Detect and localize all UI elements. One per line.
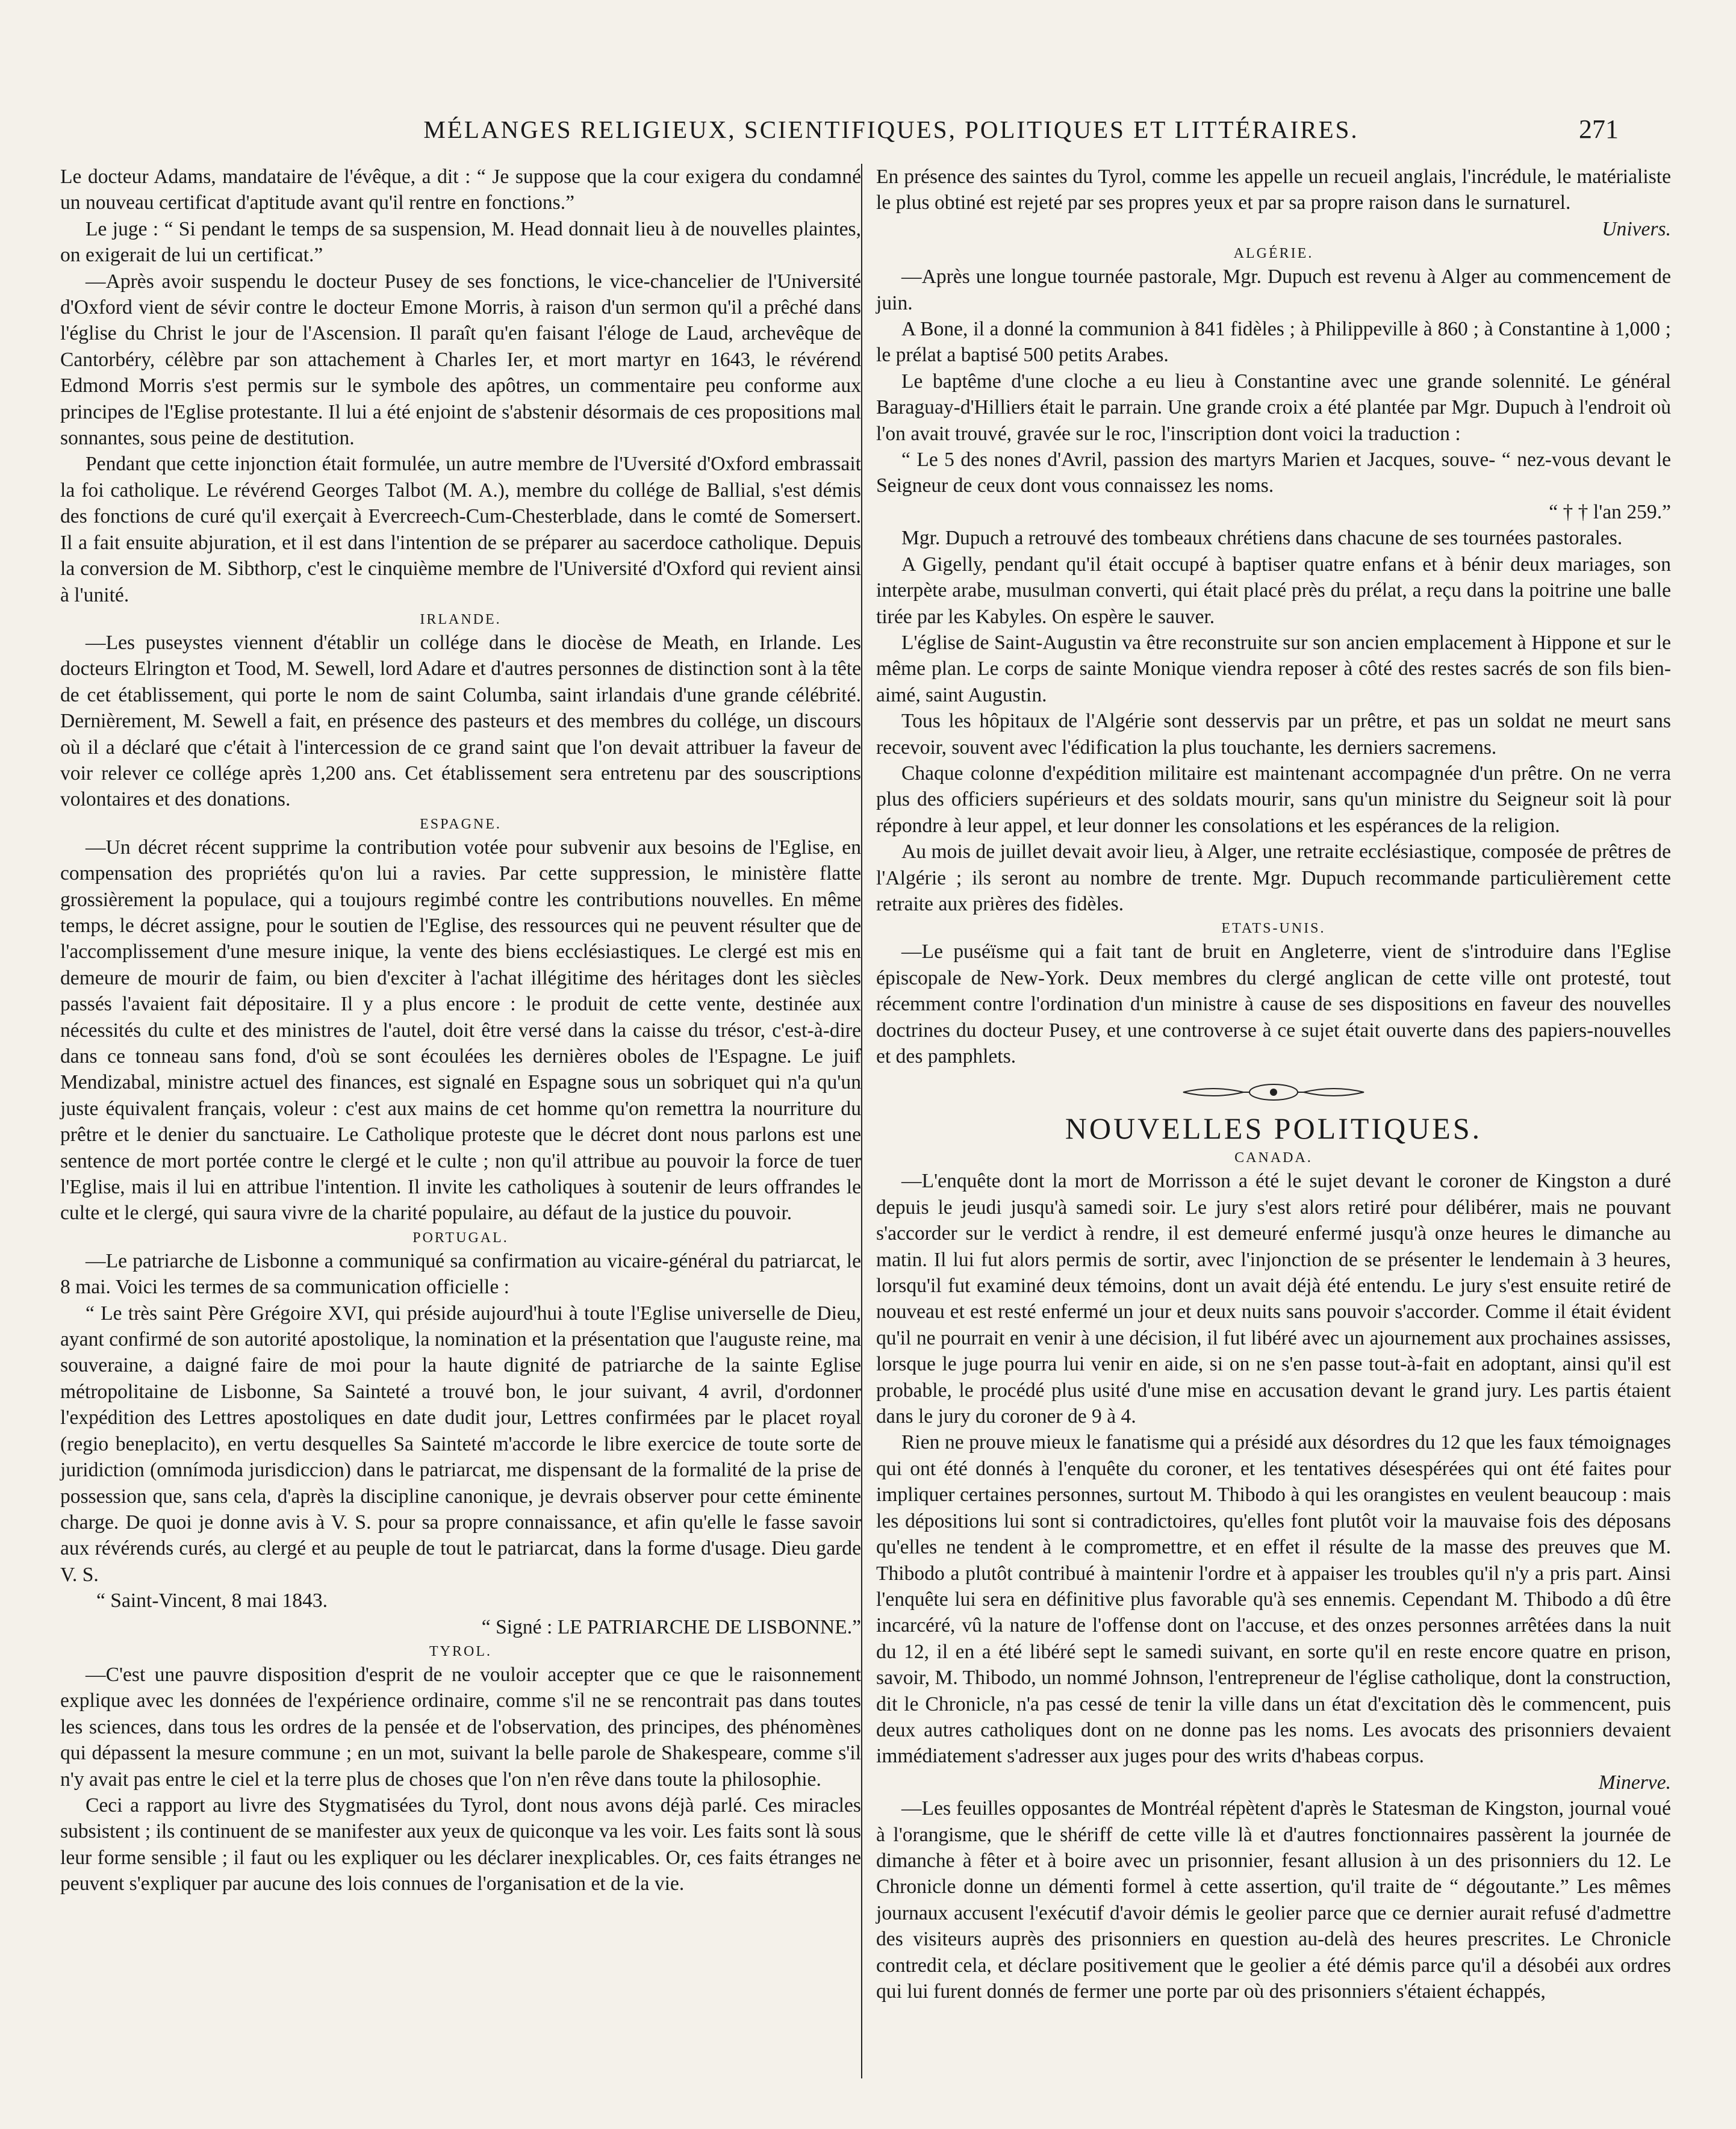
- inscription-date: “ † † l'an 259.”: [1549, 500, 1671, 523]
- paragraph: —L'enquête dont la mort de Morrisson a été le sujet devant le coroner de Kingston a duré depuis le jeudi jusqu'à samedi soir. Le jury s'est alors retiré pour délibérer, mais ne pouvant s'accorder sur le verdict à rendre, il est demeuré enfermé jusqu'à onze heures le dimanche au matin. Il lui fut alors permis de sortir, avec l'injonction de se présenter le lendemain à 3 heures, lorsqu'il fut examiné deux témoins, dont un avait déjà été entendu. Le jury s'est ensuite retiré de nouveau et est resté enfermé un jour et deux nuits sans pouvoir s'accorder. Comme il était évident qu'il ne pourrait en venir à une décision, il fut libéré avec un ajournement aux prochaines assisses, lorsque le juge pourra lui venir en aide, si on ne s'en passe tout-à-fait en adoptant, ainsi qu'il est probable, le procédé plus usité d'une mise en accusation devant le grand jury. Les partis étaient dans le jury du coroner de 9 à 4.: [876, 1170, 1671, 1428]
- section-heading-portugal: PORTUGAL.: [412, 1229, 509, 1246]
- paragraph: —Les puseystes viennent d'établir un collége dans le diocèse de Meath, en Irlande. Les docteurs Elrington et Tood, M. Sewell, lord Adare et d'autres personnes de distinction sont à la tête de cet établissement, qui porte le nom de saint Columba, saint irlandais d'une grande célébrité. Dernièrement, M. Sewell a fait, en présence des pasteurs et des membres du collége, un discours où il a déclaré que c'était à l'intercession de ce grand saint que l'on devait attribuer la faveur de voir relever ce collége après 1,200 ans. Cet établissement sera entretenu par des souscriptions volontaires et des donations.: [60, 631, 861, 811]
- paragraph: Tous les hôpitaux de l'Algérie sont desservis par un prêtre, et pas un soldat ne meurt sans recevoir, souvent avec l'édification la plus touchante, les derniers sacremens.: [876, 710, 1671, 759]
- paragraph: Rien ne prouve mieux le fanatisme qui a présidé aux désordres du 12 que les faux témoignages qui ont été donnés à l'enquête du coroner, et les tentatives désespérées qui ont été faites pour impliquer certaines personnes, surtout M. Thibodo à qui les orangistes en veulent beaucoup : mais les dépositions lui sont si contradictoires, qu'elles font plutôt voir la mauvaise fois des déposans qu'elles ne tendent à le compromettre, et en effet il résulte de la masse des preuves que M. Thibodo a plutôt contribué à maintenir l'ordre et à appaiser les troubles qu'il n'y a pris part. Ainsi l'enquête lui sera en définitive plus favorable qu'à ses ennemis. Cependant M. Thibodo a dû être incarcéré, vû la nature de l'offense dont on l'accuse, et des onzes personnes arrêtées dans la nuit du 12, il en a été libéré sept le samedi suivant, en sorte qu'il en reste encore quatre en prison, savoir, M. Thibodo, un nommé Johnson, l'entrepreneur de l'église catholique, dont la construction, dit le Chronicle, n'a pas cessé de tenir la ville dans un état d'excitation dès le commencent, puis deux autres catholiques dont on ne donne pas les noms. Les avocats des prisonniers devaient immédiatement s'adresser aux juges pour des writs d'habeas corpus.: [876, 1431, 1671, 1768]
- left-column: [60, 164, 861, 1897]
- paragraph: A Gigelly, pendant qu'il était occupé à baptiser quatre enfans et à bénir deux mariages, son interpète arabe, musulman converti, qui était placé près du prélat, a reçu dans la poitrine une balle tirée par les Kabyles. On espère le sauver.: [876, 553, 1671, 628]
- ornament-divider: [876, 1080, 1671, 1107]
- paragraph: Le juge : “ Si pendant le temps de sa suspension, M. Head donnait lieu à de nouvelles plaintes, on exigerait de lui un certificat.”: [60, 217, 861, 267]
- paragraph: Au mois de juillet devait avoir lieu, à Alger, une retraite ecclésiastique, composée de prêtres de l'Algérie ; ils seront au nombre de trente. Mgr. Dupuch recommande particulièrement cette retraite aux prières des fidèles.: [876, 841, 1671, 915]
- paragraph: Pendant que cette injonction était formulée, un autre membre de l'Uversité d'Oxford embrassait la foi catholique. Le révérend Georges Talbot (M. A.), membre du collége de Ballial, s'est démis des fonctions de curé qu'il exerçait à Evercreech-Cum-Chesterblade, dans le comté de Somersert. Il a fait ensuite abjuration, et il est dans l'intention de se préparer au sacerdoce catholique. Depuis la conversion de M. Sibthorp, c'est le cinquième membre de l'Université d'Oxford qui revient ainsi à l'unité.: [60, 453, 861, 606]
- section-heading-irlande: IRLANDE.: [420, 611, 502, 627]
- paragraph: A Bone, il a donné la communion à 841 fidèles ; à Philippeville à 860 ; à Constantine à 1,000 ; le prélat a baptisé 500 petits Arabes.: [876, 318, 1671, 367]
- paragraph: —Après une longue tournée pastorale, Mgr. Dupuch est revenu à Alger au commencement de juin.: [876, 266, 1671, 314]
- section-heading-tyrol: TYROL.: [429, 1643, 492, 1659]
- paragraph: Le baptême d'une cloche a eu lieu à Constantine avec une grande solennité. Le général Baraguay-d'Hilliers était le parrain. Une grande croix a été plantée par Mgr. Dupuch à l'endroit où l'on avait trouvé, gravée sur le roc, l'inscription dont voici la traduction :: [876, 370, 1671, 445]
- paragraph: —Le patriarche de Lisbonne a communiqué sa confirmation au vicaire-général du patriarcat, le 8 mai. Voici les termes de sa communication officielle :: [60, 1249, 861, 1299]
- section-heading-espagne: ESPAGNE.: [420, 816, 502, 832]
- quoted-letter: “ Le très saint Père Grégoire XVI, qui préside aujourd'hui à toute l'Eglise universelle de Dieu, ayant confirmé de son autorité apostolique, la nomination et la présentation que l'auguste reine, ma souveraine, a daigné faire de moi pour la haute dignité de patriarche de la sainte Eglise métropolitaine de Lisbonne, Sa Sainteté a trouvé bon, le jour suivant, 4 avril, d'ordonner l'expédition des Lettres apostoliques en date dudit jour, Lettres confirmées par le placet royal (regio beneplacito), en vertu desquelles Sa Sainteté m'accorde le libre exercice de toute sorte de juridiction (omnímoda jurisdiccion) dans le patriarcat, me dispensant de la formalité de la prise de possession que, sans cela, d'après la discipline canonique, je devrais observer pour cette éminente charge. De quoi je donne avis à V. S. pour sa propre connaissance, et afin qu'elle le fasse savoir aux révérends curés, au clergé et au peuple de tout le patriarcat, dans la forme d'usage. Dieu garde V. S.: [60, 1302, 861, 1586]
- paragraph: Mgr. Dupuch a retrouvé des tombeaux chrétiens dans chacune de ses tournées pastorales.: [901, 527, 1623, 550]
- paragraph: —Le puséïsme qui a fait tant de bruit en Angleterre, vient de s'introduire dans l'Eglise épiscopale de New-York. Deux membres du clergé anglican de cette ville ont protesté, tout récemment contre l'ordination d'un ministre à cause de ses dispositions en faveur des nouvelles doctrines du docteur Pusey, et une controverse à ce sujet était ouverte dans des papiers-nouvelles et des pamphlets.: [876, 940, 1671, 1068]
- section-heading-algerie: ALGÉRIE.: [1233, 246, 1314, 262]
- paragraph: —C'est une pauvre disposition d'esprit de ne vouloir accepter que ce que le raisonnement explique avec les données de l'expérience ordinaire, comme s'il ne se rencontrait pas dans toutes les sciences, dans tous les ordres de la pensée et de l'observation, des principes, des phénomènes qui dépassent la mesure commune ; en un mot, suivant la belle parole de Shakespeare, comme s'il n'y avait pas entre le ciel et la terre plus de choses que l'on n'en rêve dans toute la philosophie.: [60, 1663, 861, 1791]
- source-signature: Univers.: [1602, 217, 1671, 240]
- paragraph: Le docteur Adams, mandataire de l'évêque, a dit : “ Je suppose que la cour exigera du condamné un nouveau certificat d'aptitude avant qu'il rentre en fonctions.”: [60, 166, 861, 214]
- running-head: [0, 108, 1736, 151]
- paragraph: —Un décret récent supprime la contribution votée pour subvenir aux besoins de l'Eglise, en compensation des propriétés qu'on lui a ravies. Par cette suppression, le ministère flatte grossièrement la populace, qui a toujours regimbé contre les contributions nouvelles. En même temps, le décret assigne, pour le soutien de l'Eglise, des ressources qui ne peuvent résulter que de l'accomplissement d'une mesure inique, la vente des biens ecclésiastiques. Le clergé est mis en demeure de mourir de faim, ou bien d'exciter à l'achat illégitime des héritages dont les siècles passés l'avaient fait dépositaire. Il y a plus encore : le produit de cette vente, destinée aux nécessités du culte et des ministres de l'autel, doit être versé dans la caisse du trésor, c'est-à-dire dans ce tonneau sans fond, d'où se sont écoulées les dernières oboles de l'Espagne. Le juif Mendizabal, ministre actuel des finances, est signalé en Espagne sous un sobriquet qui n'a qu'un juste équivalent français, voleur : c'est aux mains de cet homme qu'on remettra la nourriture du prêtre et le denier du sanctuaire. Le Catholique proteste que le décret dont nous parlons est une sentence de mort portée contre le clergé et le culte ; non qu'il attribue au pouvoir la force de tuer l'Eglise, mais il lui en attribue l'intention. Il invite les catholiques à soutenir de leurs offrandes le culte et le clergé, qui saura vivre de la charité populaire, au défaut de la justice du pouvoir.: [60, 836, 861, 1225]
- paragraph: Chaque colonne d'expédition militaire est maintenant accompagnée d'un prêtre. On ne verra plus des officiers supérieurs et des soldats mourir, sans qu'un ministre du Seigneur soit là pour répondre à leur appel, et leur donner les consolations et les espérances de la religion.: [876, 762, 1671, 837]
- quoted-date: “ Saint-Vincent, 8 mai 1843.: [96, 1590, 328, 1612]
- paragraph: —Après avoir suspendu le docteur Pusey de ses fonctions, le vice-chancelier de l'Université d'Oxford vient de sévir contre le docteur Emone Morris, à raison d'un sermon qu'il a prêché dans l'église du Christ le jour de l'Ascension. Il paraît qu'en faisant l'éloge de Laud, archevêque de Cantorbéry, célèbre par son attachement à Charles Ier, et mort martyr en 1643, le révérend Edmond Morris s'est permis sur le symbole des apôtres, un commentaire peu conforme aux principes de l'Eglise protestante. Il lui a été enjoint de s'abstenir désormais de ces propositions mal sonnantes, sous peine de destitution.: [60, 270, 861, 450]
- running-title: MÉLANGES RELIGIEUX, SCIENTIFIQUES, POLITIQUES ET LITTÉRAIRES.: [423, 116, 1359, 143]
- inscription-quote: “ Le 5 des nones d'Avril, passion des martyrs Marien et Jacques, souve- “ nez-vous devant le Seigneur de ceux dont vous connaissez les noms.: [876, 449, 1671, 497]
- source-signature: Minerve.: [1598, 1771, 1671, 1794]
- page-number: 271: [1579, 114, 1619, 144]
- section-heading-etats-unis: ETATS-UNIS.: [1221, 921, 1326, 937]
- paragraph: L'église de Saint-Augustin va être reconstruite sur son ancien emplacement à Hippone et sur le même plan. Le corps de sainte Monique viendra reposer à côté des restes sacrés de son fils bien-aimé, saint Augustin.: [876, 631, 1671, 706]
- paragraph: Ceci a rapport au livre des Stygmatisées du Tyrol, dont nous avons déjà parlé. Ces miracles subsistent ; ils continuent de se manifester aux yeux de quiconque va les voir. Les faits sont là sous leur forme sensible ; il faut ou les expliquer ou les déclarer inexplicables. Or, ces faits étranges ne peuvent s'expliquer par aucune des lois connues de l'organisation et de la vie.: [60, 1794, 861, 1895]
- column-divider: [861, 164, 862, 2078]
- ornament-flourish-icon: [1177, 1080, 1370, 1104]
- section-heading-canada: CANADA.: [1234, 1150, 1313, 1166]
- right-column: [876, 164, 1671, 2004]
- paragraph: —Les feuilles opposantes de Montréal répètent d'après le Statesman de Kingston, journal voué à l'orangisme, que le shériff de cette ville là et d'autres fonctionnaires passèrent la journée de dimanche à fêter et à boire avec un prisonnier, fesant allusion à un des prisonniers du 12. Le Chronicle donne un démenti formel à cette assertion, qu'il traite de “ dégoutante.” Les mêmes journaux accusent l'exécutif d'avoir démis le geolier parce que ce dernier aurait refusé d'admettre des visiteurs auprès des prisonniers en question au-delà des heures prescrites. Le Chronicle contredit cela, et déclare positivement que le geolier a été démis parce qu'il a désobéi aux ordres qui lui furent donnés de fermer une porte par où des prisonniers s'étaient échappés,: [876, 1797, 1671, 2003]
- paragraph: En présence des saintes du Tyrol, comme les appelle un recueil anglais, l'incrédule, le matérialiste le plus obtiné est rejeté par ses propres yeux et par sa propre raison dans le surnaturel.: [876, 166, 1671, 214]
- quoted-signature: “ Signé : LE PATRIARCHE DE LISBONNE.”: [481, 1615, 861, 1638]
- section-heading-nouvelles-politiques: NOUVELLES POLITIQUES.: [1065, 1111, 1482, 1146]
